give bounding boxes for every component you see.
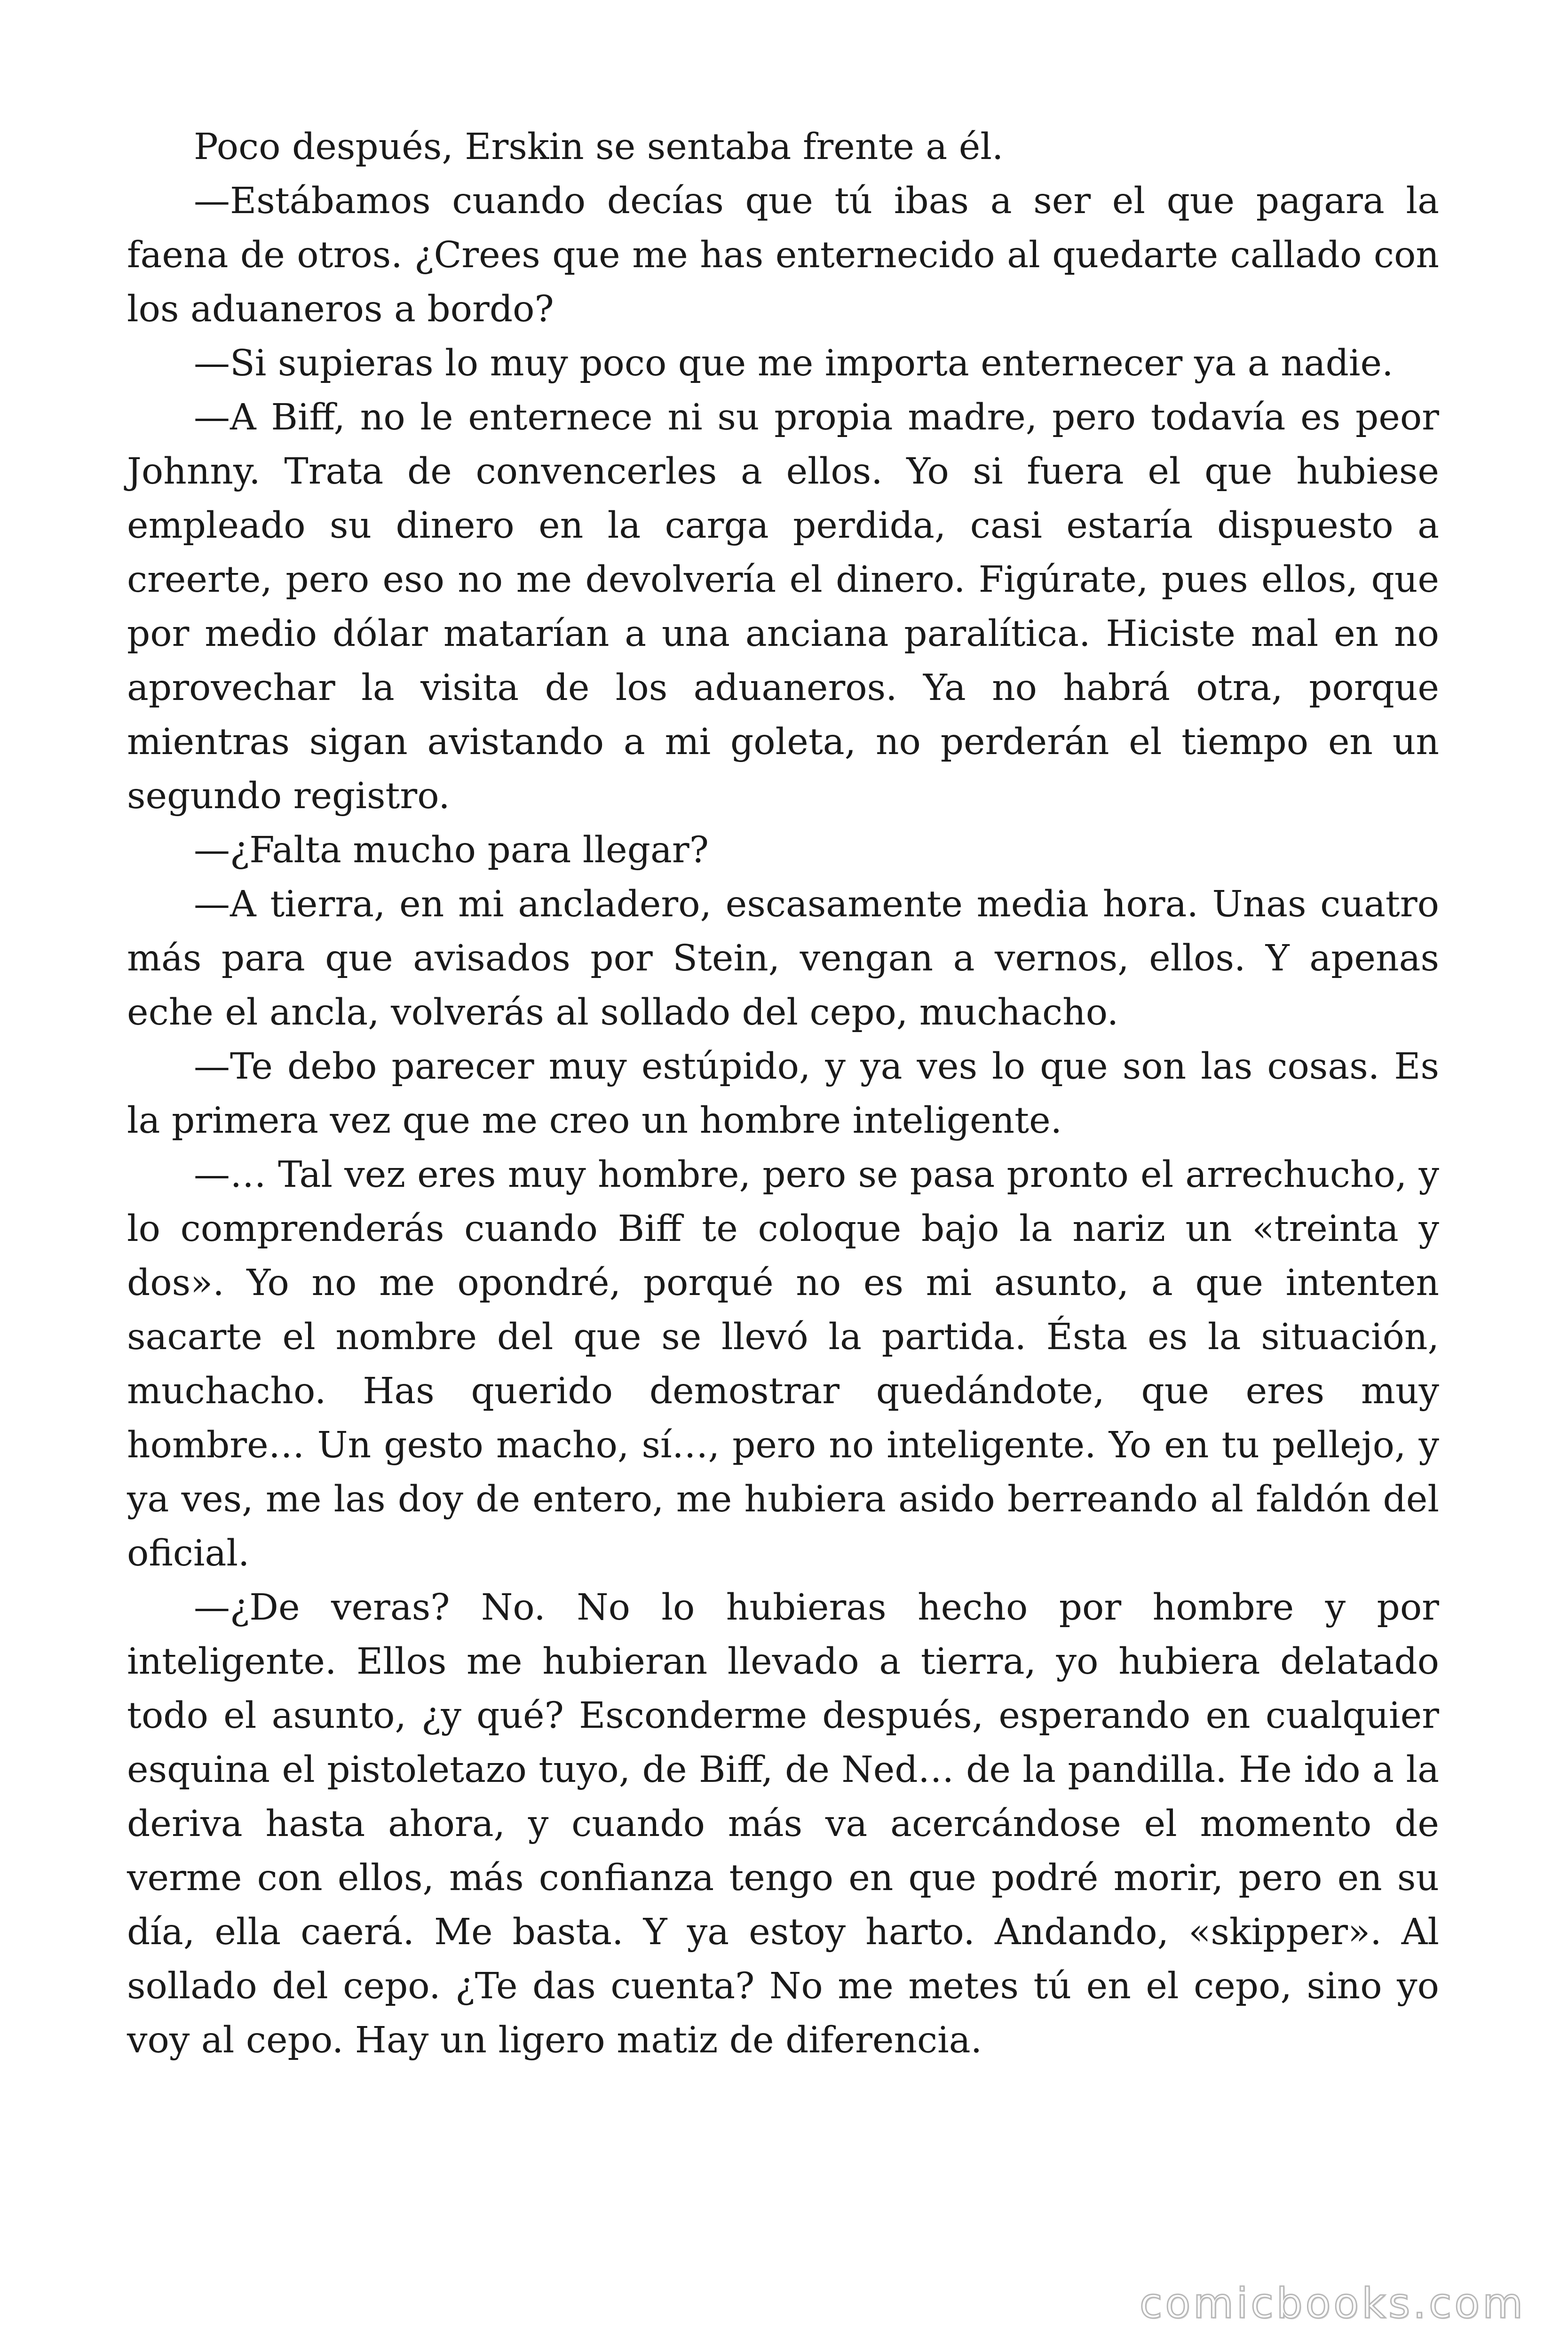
body-text (127, 120, 1439, 2067)
site-watermark: comicbooks.com (1139, 2279, 1526, 2328)
paragraph-6: —A tierra, en mi ancladero, escasamente media hora. Unas cuatro más para que avisados por Stein, vengan a vernos, ellos. Y apenas eche el ancla, volverás al sollado del cepo, muchacho. (127, 883, 1439, 1033)
paragraph-1: Poco después, Erskin se sentaba frente a él. (194, 126, 1004, 168)
paragraph-4: —A Biff, no le enternece ni su propia madre, pero todavía es peor Johnny. Trata de convencerles a ellos. Yo si fuera el que hubiese empleado su dinero en la carga perdida, casi estaría dispuesto a creerte, pero eso no me devolvería el dinero. Figúrate, pues ellos, que por medio dólar matarían a una anciana paralítica. Hiciste mal en no aprovechar la visita de los aduaneros. Ya no habrá otra, porque mientras sigan avistando a mi goleta, no perderán el tiempo en un segundo registro. (127, 397, 1439, 817)
paragraph-9: —¿De veras? No. No lo hubieras hecho por hombre y por inteligente. Ellos me hubieran llevado a tierra, yo hubiera delatado todo el asunto, ¿y qué? Esconderme después, esperando en cualquier esquina el pistoletazo tuyo, de Biff, de Ned… de la pandilla. He ido a la deriva hasta ahora, y cuando más va acercándose el momento de verme con ellos, más confianza tengo en que podré morir, pero en su día, ella caerá. Me basta. Y ya estoy harto. Andando, «skipper». Al sollado del cepo. ¿Te das cuenta? No me metes tú en el cepo, sino yo voy al cepo. Hay un ligero matiz de diferencia. (127, 1587, 1439, 2061)
paragraph-2: —Estábamos cuando decías que tú ibas a ser el que pagara la faena de otros. ¿Crees que me has enternecido al quedarte callado con los aduaneros a bordo? (127, 180, 1439, 330)
paragraph-5: —¿Falta mucho para llegar? (194, 829, 709, 871)
paragraph-8: —… Tal vez eres muy hombre, pero se pasa pronto el arrechucho, y lo comprenderás cuando Biff te coloque bajo la nariz un «treinta y dos». Yo no me opondré, porqué no es mi asunto, a que intenten sacarte el nombre del que se llevó la partida. Ésta es la situación, muchacho. Has querido demostrar quedándote, que eres muy hombre… Un gesto macho, sí…, pero no inteligente. Yo en tu pellejo, y ya ves, me las doy de entero, me hubiera asido berreando al faldón del oficial. (127, 1154, 1439, 1574)
paragraph-7: —Te debo parecer muy estúpido, y ya ves lo que son las cosas. Es la primera vez que me creo un hombre inteligente. (127, 1046, 1439, 1142)
paragraph-3: —Si supieras lo muy poco que me importa enternecer ya a nadie. (194, 342, 1394, 384)
